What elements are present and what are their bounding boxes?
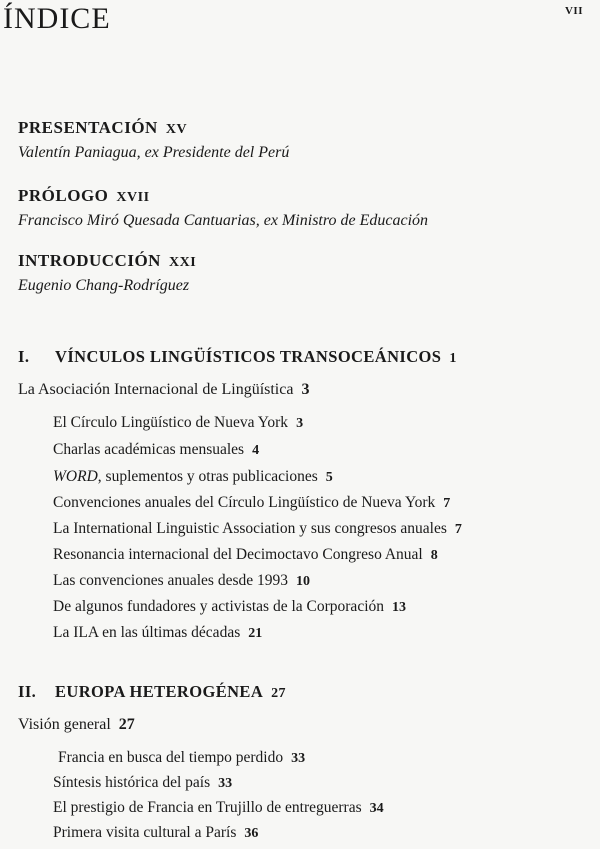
- part-1-heading[interactable]: [18, 347, 457, 367]
- toc-entry-prologo[interactable]: [18, 186, 428, 230]
- entry-title: PRESENTACIÓN: [18, 118, 158, 137]
- part-page: 1: [449, 351, 457, 366]
- toc-subentry[interactable]: Las convenciones anuales desde 1993 10: [53, 572, 311, 589]
- page-number: VII: [564, 5, 583, 17]
- subentry-page: 36: [244, 826, 259, 841]
- entry-title: INTRODUCCIÓN: [18, 251, 161, 270]
- subentry-page: 21: [248, 626, 263, 641]
- page-title: ÍNDICE: [3, 2, 111, 35]
- subentry-page: 7: [454, 522, 462, 537]
- toc-subentry[interactable]: Charlas académicas mensuales 4: [53, 441, 260, 458]
- section-page: 3: [301, 381, 310, 398]
- subentry-page: 4: [252, 443, 260, 458]
- subentry-page: 13: [392, 600, 407, 615]
- toc-subentry[interactable]: El prestigio de Francia en Trujillo de entreguerras 34: [53, 799, 384, 816]
- toc-subentry[interactable]: El Círculo Lingüístico de Nueva York 3: [53, 414, 304, 431]
- part-page: 27: [271, 686, 286, 701]
- part-2-heading[interactable]: [18, 682, 286, 702]
- entry-page: XXI: [168, 255, 197, 270]
- toc-entry-presentacion[interactable]: [18, 118, 289, 162]
- subentry-page: 33: [218, 776, 233, 791]
- subentry-page: 5: [325, 470, 333, 485]
- part-number: I.: [18, 347, 30, 366]
- toc-subentry[interactable]: Síntesis histórica del país 33: [53, 774, 233, 791]
- toc-subentry[interactable]: Francia en busca del tiempo perdido 33: [58, 749, 306, 766]
- subentry-page: 34: [369, 801, 384, 816]
- section-page: 27: [118, 716, 135, 733]
- part-title: EUROPA HETEROGÉNEA: [55, 682, 264, 701]
- toc-subentry[interactable]: Primera visita cultural a París 36: [53, 824, 259, 841]
- entry-author: Eugenio Chang-Rodríguez: [18, 277, 190, 294]
- section-vision-general[interactable]: [18, 716, 135, 734]
- section-title: Visión general: [18, 716, 111, 733]
- entry-title: PRÓLOGO: [18, 186, 109, 205]
- part-title: VÍNCULOS LINGÜÍSTICOS TRANSOCEÁNICOS: [55, 347, 442, 366]
- subentry-page: 33: [291, 751, 306, 766]
- toc-subentry[interactable]: De algunos fundadores y activistas de la Corporación 13: [53, 598, 407, 615]
- toc-subentry[interactable]: La International Linguistic Association y sus congresos anuales 7: [53, 520, 462, 537]
- section-title: La Asociación Internacional de Lingüística: [18, 381, 294, 398]
- entry-author: Francisco Miró Quesada Cantuarias, ex Ministro de Educación: [18, 212, 429, 229]
- toc-subentry[interactable]: Resonancia internacional del Decimoctavo Congreso Anual 8: [53, 546, 438, 563]
- subentry-page: 7: [443, 496, 451, 511]
- toc-subentry[interactable]: La ILA en las últimas décadas 21: [53, 624, 263, 641]
- toc-entry-introduccion[interactable]: [18, 251, 196, 295]
- toc-subentry[interactable]: WORD, suplementos y otras publicaciones 5: [53, 468, 333, 485]
- entry-author: Valentín Paniagua, ex Presidente del Perú: [18, 144, 290, 161]
- part-number: II.: [18, 682, 37, 701]
- subentry-page: 8: [430, 548, 438, 563]
- entry-page: XV: [165, 122, 188, 137]
- subentry-page: 3: [296, 416, 304, 431]
- subentry-page: 10: [296, 574, 311, 589]
- entry-page: XVII: [116, 190, 150, 205]
- toc-subentry[interactable]: Convenciones anuales del Círculo Lingüístico de Nueva York 7: [53, 494, 451, 511]
- section-asociacion[interactable]: [18, 381, 309, 399]
